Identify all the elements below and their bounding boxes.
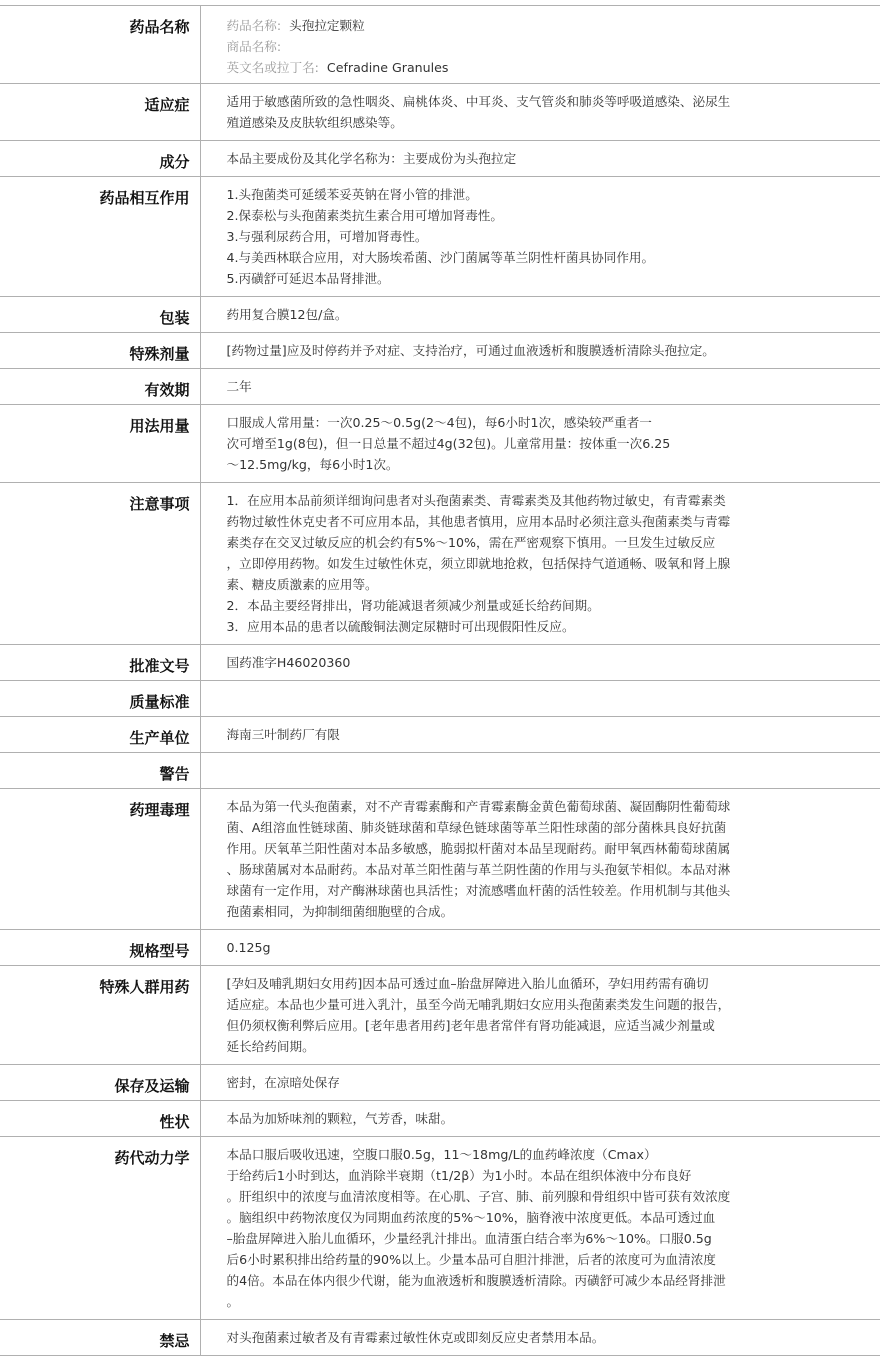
value-line: 密封，在凉暗处保存	[226, 1075, 340, 1090]
row-pharmacokinetics	[0, 1137, 880, 1320]
value-line: 延长给药间期。	[226, 1039, 315, 1054]
value-line: 3.与强利尿药合用，可增加肾毒性。	[226, 229, 428, 244]
row-label: 药品名称	[0, 6, 200, 84]
drug-name-value: 头孢拉定颗粒	[289, 18, 365, 33]
row-label: 保存及运输	[0, 1065, 200, 1101]
row-value	[200, 483, 880, 645]
row-label: 药品相互作用	[0, 177, 200, 297]
row-name	[0, 6, 880, 84]
value-line: 殖道感染及皮肤软组织感染等。	[226, 115, 403, 130]
row-overdose	[0, 333, 880, 369]
value-line: 的4倍。本品在体内很少代谢，能为血液透析和腹膜透析清除。丙磺舒可减少本品经肾排泄	[226, 1273, 726, 1288]
value-line: 孢菌素相同，为抑制细菌细胞壁的合成。	[226, 904, 454, 919]
english-name-value: Cefradine Granules	[326, 60, 449, 75]
row-label: 有效期	[0, 369, 200, 405]
row-value	[200, 1320, 880, 1356]
row-label: 警告	[0, 753, 200, 789]
value-line: 菌、A组溶血性链球菌、肺炎链球菌和草绿色链球菌等革兰阳性球菌的部分菌株具良好抗菌	[226, 820, 727, 835]
value-line: 1．在应用本品前须详细询问患者对头孢菌素类、青霉素类及其他药物过敏史，有青霉素类	[226, 493, 726, 508]
english-name-key: 英文名或拉丁名:	[226, 60, 319, 75]
value-line: [药物过量]应及时停药并予对症、支持治疗，可通过血液透析和腹膜透析清除头孢拉定。	[226, 343, 715, 358]
value-line: 次可增至1g(8包)，但一日总量不超过4g(32包)。儿童常用量：按体重一次6.25	[226, 436, 671, 451]
value-line: 。脑组织中药物浓度仅为同期血药浓度的5%～10%，脑脊液中浓度更低。本品可透过血	[226, 1210, 716, 1225]
row-label: 注意事项	[0, 483, 200, 645]
row-value	[200, 141, 880, 177]
value-line: 但仍须权衡利弊后应用。[老年患者用药]老年患者常伴有肾功能减退，应适当减少剂量或	[226, 1018, 715, 1033]
value-line: 适应症。本品也少量可进入乳汁，虽至今尚无哺乳期妇女应用头孢菌素类发生问题的报告，	[226, 997, 731, 1012]
value-line: 1.头孢菌类可延缓苯妥英钠在肾小管的排泄。	[226, 187, 478, 202]
row-storage	[0, 1065, 880, 1101]
drug-name-line	[227, 15, 801, 36]
row-value	[200, 717, 880, 753]
row-value	[200, 405, 880, 483]
row-indication	[0, 84, 880, 141]
value-line: [孕妇及哺乳期妇女用药]因本品可透过血–胎盘屏障进入胎儿血循环，孕妇用药需有确切	[226, 976, 709, 991]
row-label: 药理毒理	[0, 789, 200, 930]
value-line: 球菌有一定作用，对产酶淋球菌也具活性；对流感嗜血杆菌的活性较差。作用机制与其他头	[226, 883, 731, 898]
row-ingredients	[0, 141, 880, 177]
row-value	[200, 333, 880, 369]
row-approval	[0, 645, 880, 681]
value-line: 、肠球菌属对本品耐药。本品对革兰阳性菌与革兰阴性菌的作用与头孢氨苄相似。本品对淋	[226, 862, 731, 877]
row-label: 质量标准	[0, 681, 200, 717]
row-value	[200, 681, 880, 717]
row-interactions	[0, 177, 880, 297]
row-value	[200, 753, 880, 789]
row-appearance	[0, 1101, 880, 1137]
value-line: 本品主要成份及其化学名称为：主要成份为头孢拉定	[226, 151, 517, 166]
trade-name-line	[227, 36, 801, 57]
row-precautions	[0, 483, 880, 645]
value-line: 本品为加矫味剂的颗粒，气芳香，味甜。	[226, 1111, 454, 1126]
value-line: 后6小时累积排出给药量的90%以上。少量本品可自胆汁排泄，后者的浓度可为血清浓度	[226, 1252, 716, 1267]
row-value	[200, 930, 880, 966]
value-line: 本品为第一代头孢菌素，对不产青霉素酶和产青霉素酶金黄色葡萄球菌、凝固酶阴性葡萄球	[226, 799, 731, 814]
row-label: 生产单位	[0, 717, 200, 753]
row-label: 包装	[0, 297, 200, 333]
value-line: 2．本品主要经肾排出，肾功能减退者须减少剂量或延长给药间期。	[226, 598, 600, 613]
row-manufacturer	[0, 717, 880, 753]
value-line: –胎盘屏障进入胎儿血循环，少量经乳汁排出。血清蛋白结合率为6%～10%。口服0.5g	[226, 1231, 712, 1246]
value-line: 作用。厌氧革兰阳性菌对本品多敏感，脆弱拟杆菌对本品呈现耐药。耐甲氧西林葡萄球菌属	[226, 841, 731, 856]
row-label: 适应症	[0, 84, 200, 141]
value-line: 药物过敏性休克史者不可应用本品，其他患者慎用，应用本品时必须注意头孢菌素类与青霉	[226, 514, 731, 529]
row-special_population	[0, 966, 880, 1065]
value-line: 药用复合膜12包/盒。	[226, 307, 348, 322]
row-package	[0, 297, 880, 333]
row-label: 批准文号	[0, 645, 200, 681]
value-line: 。肝组织中的浓度与血清浓度相等。在心肌、子宫、肺、前列腺和骨组织中皆可获有效浓度	[226, 1189, 731, 1204]
value-line: 。	[226, 1294, 240, 1309]
row-standard	[0, 681, 880, 717]
row-label: 规格型号	[0, 930, 200, 966]
value-line: 3．应用本品的患者以硫酸铜法测定尿糖时可出现假阳性反应。	[226, 619, 575, 634]
drug-name-key: 药品名称:	[226, 18, 282, 33]
row-label: 药代动力学	[0, 1137, 200, 1320]
value-line: 二年	[226, 379, 252, 394]
row-label: 特殊人群用药	[0, 966, 200, 1065]
row-label: 用法用量	[0, 405, 200, 483]
english-name-line	[227, 57, 801, 78]
row-value	[200, 966, 880, 1065]
row-value	[200, 789, 880, 930]
row-pharmacology	[0, 789, 880, 930]
trade-name-key: 商品名称:	[226, 39, 282, 54]
value-line	[227, 760, 801, 781]
row-value	[200, 369, 880, 405]
row-label: 性状	[0, 1101, 200, 1137]
row-label: 特殊剂量	[0, 333, 200, 369]
value-line: 5.丙磺舒可延迟本品肾排泄。	[226, 271, 390, 286]
value-line: 素、糖皮质激素的应用等。	[226, 577, 378, 592]
row-value	[200, 1137, 880, 1320]
row-validity	[0, 369, 880, 405]
row-label: 成分	[0, 141, 200, 177]
value-line: 0.125g	[226, 940, 271, 955]
row-dosage	[0, 405, 880, 483]
row-contraindications	[0, 1320, 880, 1356]
row-value	[200, 1065, 880, 1101]
value-line: ，立即停用药物。如发生过敏性休克，须立即就地抢救，包括保持气道通畅、吸氧和肾上腺	[226, 556, 731, 571]
value-line: 国药准字H46020360	[226, 655, 351, 670]
row-value	[200, 84, 880, 141]
row-value	[200, 297, 880, 333]
row-value	[200, 6, 880, 84]
value-line: 4.与美西林联合应用，对大肠埃希菌、沙门菌属等革兰阴性杆菌具协同作用。	[226, 250, 655, 265]
row-value	[200, 645, 880, 681]
row-label: 禁忌	[0, 1320, 200, 1356]
drug-info-table	[0, 5, 880, 1356]
row-spec	[0, 930, 880, 966]
value-line: 对头孢菌素过敏者及有青霉素过敏性休克或即刻反应史者禁用本品。	[226, 1330, 605, 1345]
value-line: 海南三叶制药厂有限	[226, 727, 340, 742]
value-line	[227, 688, 801, 709]
value-line: 2.保泰松与头孢菌素类抗生素合用可增加肾毒性。	[226, 208, 503, 223]
row-warning	[0, 753, 880, 789]
value-line: 本品口服后吸收迅速，空腹口服0.5g，11～18mg/L的血药峰浓度（Cmax）	[226, 1147, 657, 1162]
value-line: 适用于敏感菌所致的急性咽炎、扁桃体炎、中耳炎、支气管炎和肺炎等呼吸道感染、泌尿生	[226, 94, 731, 109]
value-line: 素类存在交叉过敏反应的机会约有5%～10%，需在严密观察下慎用。一旦发生过敏反应	[226, 535, 716, 550]
value-line: ～12.5mg/kg，每6小时1次。	[226, 457, 399, 472]
row-value	[200, 177, 880, 297]
value-line: 于给药后1小时到达，血消除半衰期（t1/2β）为1小时。本品在组织体液中分布良好	[226, 1168, 692, 1183]
row-value	[200, 1101, 880, 1137]
value-line: 口服成人常用量：一次0.25～0.5g(2～4包)，每6小时1次，感染较严重者一	[226, 415, 652, 430]
